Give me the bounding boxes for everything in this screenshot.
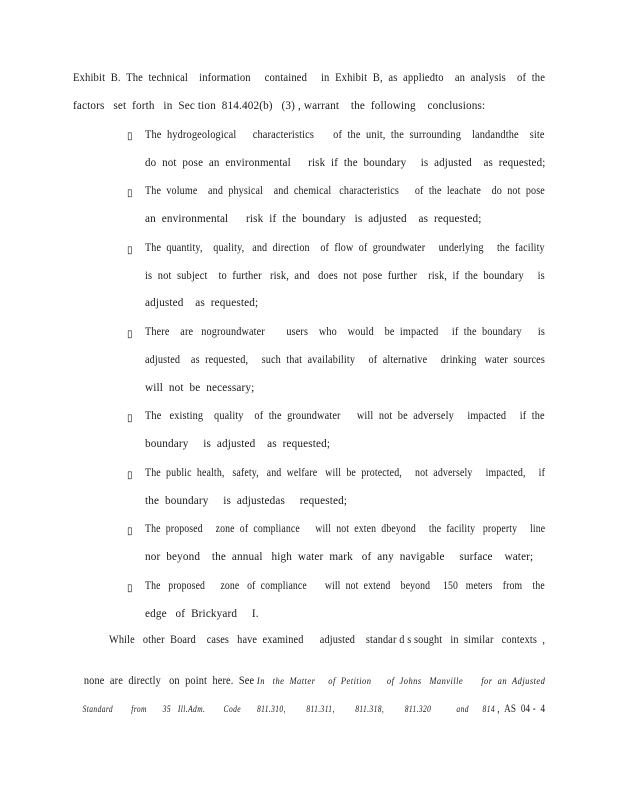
bullet-4-line-3: will not be necessary; [145, 382, 255, 394]
case-citation-italic: In the Matter of Petition of Johns Manville for an Adjusted [256, 676, 546, 686]
bullet-7-line-1: The proposed zone of compliance will not exten dbeyond the facility property line [145, 523, 546, 535]
bullet-6-line-2: the boundary is adjustedas requested; [145, 495, 348, 507]
bullet-3-line-2: is not subject to further risk, and does not pose further risk, if the boundary is [145, 270, 545, 282]
bullet-marker: ▯ [127, 526, 133, 537]
bullet-4-line-1: There are nogroundwater users who would be impacted if the boundary is [145, 326, 545, 338]
bullet-marker: ▯ [127, 413, 133, 424]
paragraph-1-line-2: factors set forth in Sec tion 814.402(b) (3) , warrant the following conclusions: [73, 100, 486, 112]
paragraph-2-line-2-text: none are directly on point here. See [83, 675, 257, 687]
paragraph-1-line-1: Exhibit B. The technical information contained in Exhibit B, as appliedto an analysis of the [73, 72, 546, 84]
bullet-3-line-1: The quantity, quality, and direction of flow of groundwater underlying the facility [145, 242, 545, 254]
bullet-marker: ▯ [127, 470, 133, 481]
bullet-6-line-1: The public health, safety, and welfare will be protected, not adversely impacted, if [145, 467, 546, 479]
bullet-2-line-1: The volume and physical and chemical characteristics of the leachate do not pose [145, 185, 545, 197]
docket-number: , AS 04 - 4 [495, 703, 546, 715]
bullet-5-line-1: The existing quality of the groundwater will not be adversely impacted if the [145, 410, 545, 422]
bullet-1-line-2: do not pose an environmental risk if the boundary is adjusted as requested; [145, 157, 546, 169]
bullet-marker: ▯ [127, 583, 133, 594]
bullet-marker: ▯ [127, 188, 133, 199]
paragraph-2-line-1: While other Board cases have examined adjusted standar d s sought in similar contexts , [109, 634, 546, 646]
bullet-8-line-1: The proposed zone of compliance will not extend beyond 150 meters from the [145, 580, 545, 592]
bullet-3-line-3: adjusted as requested; [145, 297, 259, 309]
case-citation-italic-continued: Standard from 35 Ill.Adm. Code 811.310, 811.311, 811.318, 811.320 and 814 [82, 704, 496, 714]
bullet-2-line-2: an environmental risk if the boundary is adjusted as requested; [145, 213, 482, 225]
bullet-marker: ▯ [127, 131, 133, 142]
bullet-5-line-2: boundary is adjusted as requested; [145, 438, 331, 450]
bullet-marker: ▯ [127, 245, 133, 256]
bullet-marker: ▯ [127, 329, 133, 340]
paragraph-2-line-3 [73, 691, 545, 727]
bullet-8-line-2: edge of Brickyard I. [145, 608, 259, 620]
bullet-4-line-2: adjusted as requested, such that availability of alternative drinking water sources [145, 354, 545, 366]
bullet-1-line-1: The hydrogeological characteristics of the unit, the surrounding landandthe site [145, 129, 545, 141]
bullet-7-line-2: nor beyond the annual high water mark of any navigable surface water; [145, 551, 534, 563]
